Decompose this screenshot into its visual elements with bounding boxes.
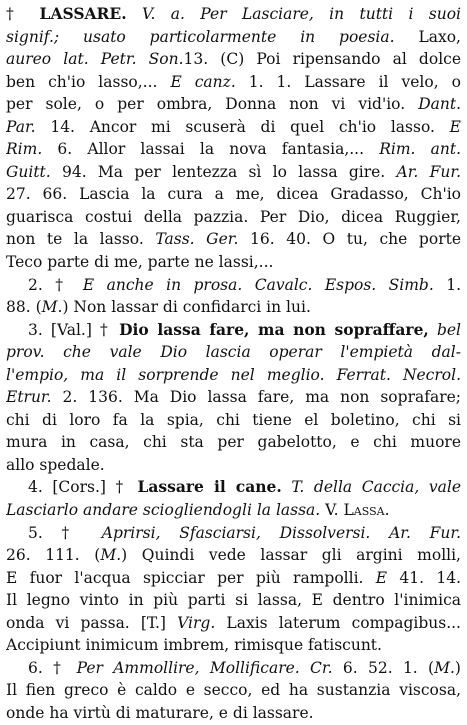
bold-headword: Lassare il cane. xyxy=(137,477,282,497)
text-line xyxy=(6,522,461,545)
text-line xyxy=(6,409,461,432)
text-run: mura in casa, chi sta per gabelotto, e chi muore xyxy=(6,433,461,452)
text-run: Teco parte di me, parte ne lassi,... xyxy=(6,253,274,272)
text-run: 14. Ancor mi scuserà di quel ch'io lasso. xyxy=(35,117,450,136)
italic-run: Lasciarlo andare sciogliendogli la lassa. xyxy=(6,501,321,520)
italic-run: T. della Caccia, vale xyxy=(281,478,461,497)
italic-run: Dant. xyxy=(418,95,461,114)
text-line xyxy=(6,183,461,206)
text-line xyxy=(6,634,461,657)
text-line xyxy=(6,296,461,319)
text-line xyxy=(6,228,461,251)
text-line xyxy=(6,499,461,522)
text-line xyxy=(6,341,461,364)
text-line xyxy=(6,544,461,567)
text-run: 4. [Cors.] † xyxy=(28,478,138,497)
text-line xyxy=(6,71,461,94)
italic-run: E xyxy=(449,117,461,136)
text-line xyxy=(6,116,461,139)
text-run: ) xyxy=(454,658,461,677)
text-run: Laxo, xyxy=(394,27,461,46)
italic-run: Virg. xyxy=(177,613,216,632)
text-run: Laxis laterum compagibus... xyxy=(215,613,461,632)
text-run: Il legno vinto in più parti si lassa, E dentro l'inimica xyxy=(6,591,461,610)
text-run: 1. 1. Lassare il velo, o xyxy=(235,72,461,91)
italic-run: M. xyxy=(434,658,455,677)
italic-run: Per Ammollire, Mollificare. Cr. xyxy=(76,658,333,677)
text-run: allo spedale. xyxy=(6,455,105,474)
text-line xyxy=(6,431,461,454)
italic-run: l'empio, ma il sorprende nel meglio. Ferrat. Necrol. xyxy=(6,365,461,384)
text-run: 26. 111. ( xyxy=(6,546,101,565)
text-run: † xyxy=(6,5,40,23)
text-line xyxy=(6,319,461,342)
text-run: Accipiunt inimicum imbrem, rimisque fatiscunt. xyxy=(6,636,382,655)
text-line xyxy=(6,48,461,71)
text-line xyxy=(6,612,461,635)
text-run: 41. 14. xyxy=(387,568,461,587)
italic-run: Guitt. xyxy=(6,162,51,181)
text-run: 16. 40. O tu, che porte xyxy=(238,230,461,249)
text-run: 6. 52. 1. ( xyxy=(332,658,435,677)
italic-run: Rim. xyxy=(6,140,43,159)
text-line xyxy=(6,3,461,26)
text-line xyxy=(6,364,461,387)
italic-run: prov. che vale Dio lascia operar l'empietà dal- xyxy=(6,343,461,362)
bold-headword: LASSARE. xyxy=(39,4,127,23)
text-run: 6. Allor lassai la nova fantasia,... xyxy=(42,140,380,159)
text-run: . xyxy=(384,501,390,520)
text-run: ben ch'io lasso,... xyxy=(6,72,171,91)
text-run: onde ha virtù di maturare, e di lassare. xyxy=(6,703,314,722)
italic-run: aureo lat. Petr. Son. xyxy=(6,50,184,69)
text-line xyxy=(6,679,461,702)
text-line xyxy=(6,161,461,184)
text-run: ) Quindi vede lassar gli argini molli, xyxy=(121,546,461,565)
italic-run: E anche in prosa. Cavalc. Espos. Simb. xyxy=(82,275,434,294)
text-run: 1. xyxy=(433,275,461,294)
text-run: chi di loro fa la spia, chi tiene el boletino, chi si xyxy=(6,410,461,429)
text-line xyxy=(6,702,461,725)
text-line xyxy=(6,476,461,499)
text-run: 2. 136. Ma Dio lassa fare, ma non soprafare; xyxy=(51,388,461,407)
text-line xyxy=(6,274,461,297)
text-run: 27. 66. Lascia la cura a me, dicea Gradasso, Ch'io xyxy=(6,185,461,204)
italic-run: M. xyxy=(100,546,122,565)
italic-run: Par. xyxy=(6,117,36,136)
text-line xyxy=(6,93,461,116)
text-run: Il fien greco è caldo e secco, ed ha sustanzia viscosa, xyxy=(6,681,461,700)
text-run: 5. † xyxy=(28,523,102,542)
text-run: E fuor l'acqua spicciar per più rampolli. xyxy=(6,568,376,587)
text-run: ) Non lassar di confidarci in lui. xyxy=(62,298,311,317)
text-line xyxy=(6,206,461,229)
italic-run: Etrur. xyxy=(6,388,52,407)
text-run: 94. Ma per lentezza sì lo lassa gire. xyxy=(50,162,397,181)
text-run: non te la lasso. xyxy=(6,230,156,249)
text-run: V. xyxy=(320,501,344,520)
text-run: 3. [Val.] † xyxy=(28,320,120,339)
text-run: 13. (C) Poi ripensando al dolce xyxy=(183,50,461,69)
dictionary-entry-lassare xyxy=(6,3,461,725)
italic-run: E canz. xyxy=(170,72,236,91)
text-line xyxy=(6,657,461,680)
text-run: 2. † xyxy=(28,275,83,294)
text-line xyxy=(6,454,461,477)
text-run: 88. ( xyxy=(6,298,42,317)
italic-run: Aprirsi, Sfasciarsi, Dissolversi. Ar. Fur. xyxy=(101,523,461,542)
italic-run: Rim. ant. xyxy=(379,140,461,159)
italic-run: V. a. Per Lasciare, in tutti i suoi xyxy=(126,5,461,23)
italic-run: bel xyxy=(428,320,461,339)
text-line xyxy=(6,26,461,49)
italic-run: M. xyxy=(41,298,63,317)
text-run: guarisca costui della pazzia. Per Dio, dicea Ruggier, xyxy=(6,207,461,226)
text-line xyxy=(6,138,461,161)
text-line xyxy=(6,251,461,274)
text-line xyxy=(6,567,461,590)
bold-headword: Dio lassa fare, ma non sopraffare, xyxy=(119,319,429,339)
small-caps-run: Lassa xyxy=(343,501,385,520)
text-run: 6. † xyxy=(28,658,77,677)
italic-run: signif.; usato particolarmente in poesia. xyxy=(6,27,395,46)
text-line xyxy=(6,589,461,612)
italic-run: Tass. Ger. xyxy=(155,230,239,249)
text-run: onda vi passa. [T.] xyxy=(6,613,178,632)
text-run: per sole, o per ombra, Donna non vi vid'io. xyxy=(6,95,419,114)
italic-run: Ar. Fur. xyxy=(396,162,461,181)
italic-run: E xyxy=(375,568,388,587)
text-line xyxy=(6,386,461,409)
